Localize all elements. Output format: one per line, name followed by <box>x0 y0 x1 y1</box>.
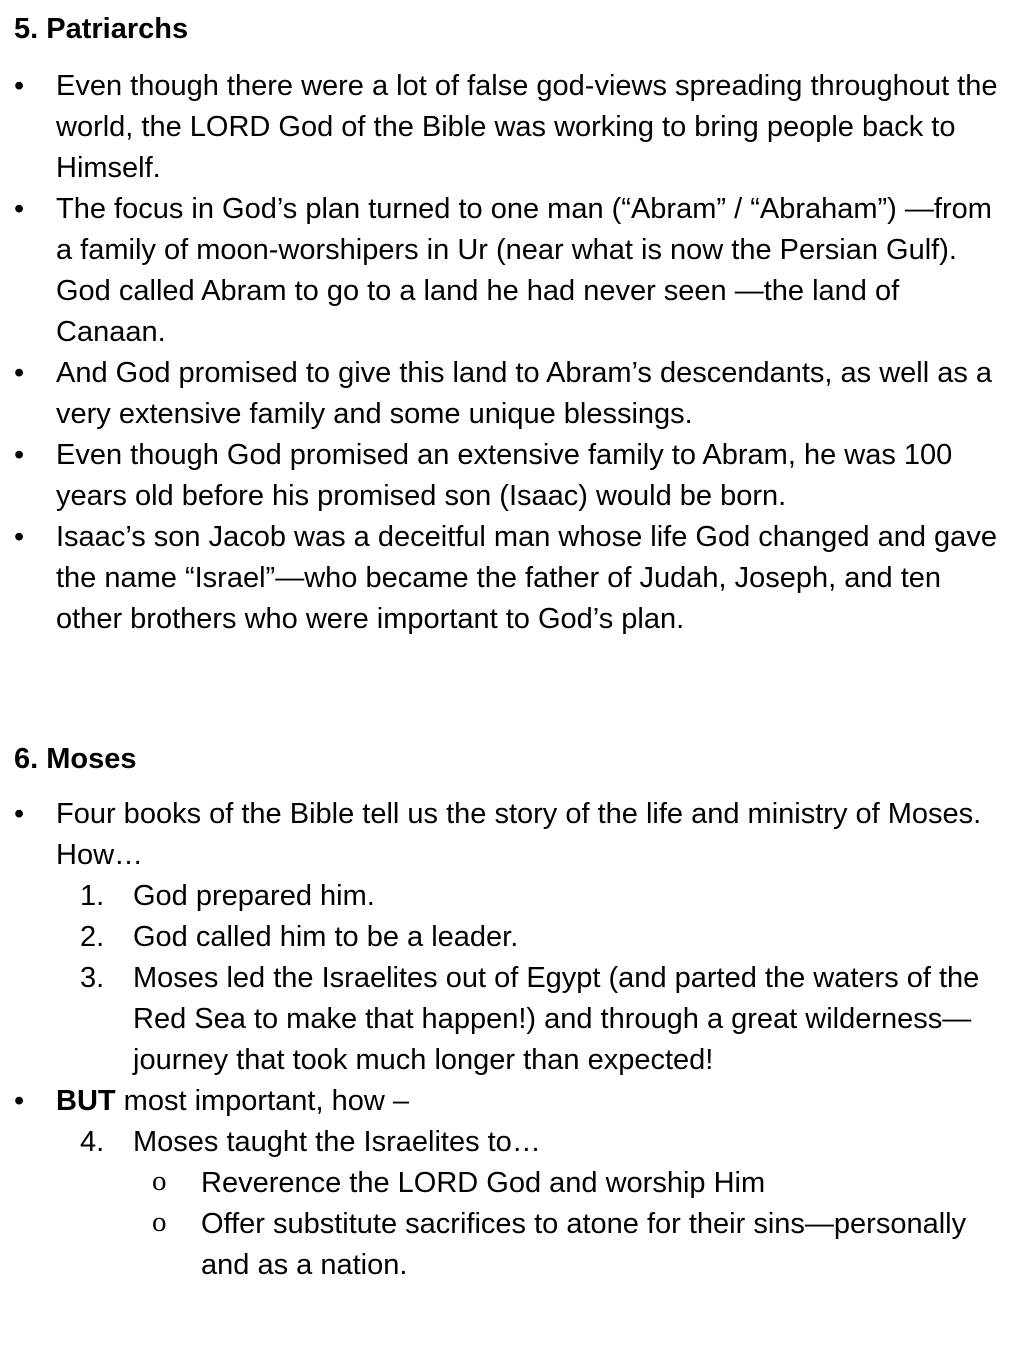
number-marker: 4. <box>80 1126 105 1158</box>
sub-list-item <box>0 1204 1010 1286</box>
bullet-icon: • <box>14 798 25 830</box>
patriarchs-bullet-list <box>0 66 1010 640</box>
bullet-text: most important, how – <box>115 1085 409 1117</box>
sub-item-text: Offer substitute sacrifices to atone for their sins—personally and as a nation. <box>201 1208 967 1281</box>
section-heading-moses: 6. Moses <box>14 743 137 775</box>
bullet-text: Four books of the Bible tell us the story of the life and ministry of Moses. How… <box>56 798 982 871</box>
numbered-item <box>0 1122 1010 1163</box>
number-marker: 1. <box>80 880 105 912</box>
emphasis-text: BUT <box>56 1085 116 1117</box>
bullet-icon: • <box>14 193 25 225</box>
numbered-item <box>0 958 1010 1081</box>
numbered-item <box>0 917 1010 958</box>
list-item <box>0 435 1010 517</box>
list-item <box>0 66 1010 189</box>
bullet-icon: • <box>14 70 25 102</box>
bullet-text: The focus in God’s plan turned to one man (“Abram” / “Abraham”) —from a family of moon-worshipers in Ur (near what is now the Persian Gulf). God called Abram to go to a land he had never seen —the land of Canaan. <box>56 193 992 348</box>
list-item <box>0 1081 1010 1122</box>
moses-bullet-list <box>0 794 1010 1286</box>
section-heading-patriarchs: 5. Patriarchs <box>14 13 189 45</box>
numbered-item <box>0 876 1010 917</box>
numbered-text: God called him to be a leader. <box>133 921 519 953</box>
bullet-text: And God promised to give this land to Abram’s descendants, as well as a very extensive family and some unique blessings. <box>56 357 993 430</box>
sub-item-text: Reverence the LORD God and worship Him <box>201 1167 766 1199</box>
list-item <box>0 794 1010 876</box>
bullet-icon: • <box>14 439 25 471</box>
numbered-text: Moses taught the Israelites to… <box>133 1126 541 1158</box>
list-item <box>0 517 1010 640</box>
bullet-icon: • <box>14 357 25 389</box>
numbered-text: God prepared him. <box>133 880 375 912</box>
list-item <box>0 353 1010 435</box>
bullet-text: Even though God promised an extensive family to Abram, he was 100 years old before his promised son (Isaac) would be born. <box>56 439 953 512</box>
bullet-icon: • <box>14 1085 25 1117</box>
circle-bullet-icon: o <box>152 1206 167 1238</box>
list-item <box>0 189 1010 353</box>
number-marker: 2. <box>80 921 105 953</box>
bullet-text: Isaac’s son Jacob was a deceitful man whose life God changed and gave the name “Israel”—who became the father of Judah, Joseph, and ten other brothers who were important to God’s plan. <box>56 521 997 635</box>
numbered-text: Moses led the Israelites out of Egypt (and parted the waters of the Red Sea to make that happen!) and through a great wilderness—journey that took much longer than expected! <box>133 962 980 1076</box>
bullet-icon: • <box>14 521 25 553</box>
circle-bullet-icon: o <box>152 1165 167 1197</box>
sub-list-item <box>0 1163 1010 1204</box>
bullet-text: Even though there were a lot of false god-views spreading throughout the world, the LORD God of the Bible was working to bring people back to Himself. <box>56 70 998 184</box>
number-marker: 3. <box>80 962 105 994</box>
